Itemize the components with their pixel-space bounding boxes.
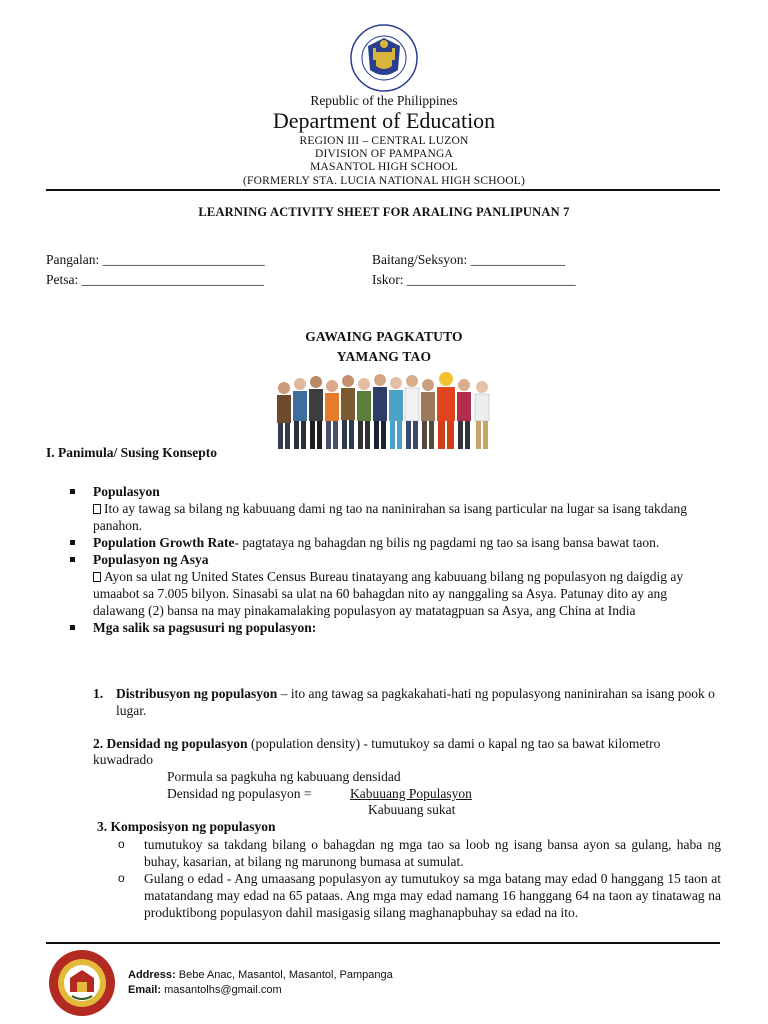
grade-section-field[interactable]: Baitang/Seksyon: ______________ <box>372 252 566 267</box>
missing-glyph-icon <box>93 572 101 582</box>
sheet-title: LEARNING ACTIVITY SHEET FOR ARALING PANLIPUNAN 7 <box>198 205 570 219</box>
header-division: DIVISION OF PAMPANGA <box>315 148 453 160</box>
bullet-salik <box>70 619 720 636</box>
footer-address <box>128 968 393 983</box>
bullet-head: Population Growth Rate <box>93 535 235 550</box>
people-workforce-image <box>272 366 496 452</box>
formula-denominator: Kabuuang sukat <box>368 802 456 817</box>
formula-numerator: Kabuuang Populasyon <box>350 786 472 801</box>
item-distribusyon <box>93 685 720 719</box>
sub-item <box>118 870 721 921</box>
address-value: Bebe Anac, Masantol, Masantol, Pampanga <box>175 969 393 981</box>
bullet-head: Mga salik sa pagsusuri ng populasyon: <box>93 620 317 635</box>
footer-contact <box>128 968 393 998</box>
header-school: MASANTOL HIGH SCHOOL <box>310 161 458 173</box>
section-heading: I. Panimula/ Susing Konsepto <box>46 445 218 460</box>
activity-title: GAWAING PAGKATUTO <box>305 329 463 344</box>
bullet-asya <box>70 551 720 619</box>
school-seal-logo <box>44 948 120 1018</box>
deped-seal-logo <box>348 24 420 92</box>
header-republic: Republic of the Philippines <box>310 93 458 108</box>
formula-lhs: Densidad ng populasyon = <box>167 786 312 801</box>
item-densidad <box>93 736 720 768</box>
formula-label: Pormula sa pagkuha ng kabuuang densidad <box>167 769 401 784</box>
item-komposisyon-head: 3. Komposisyon ng populasyon <box>97 819 276 834</box>
bullet-square-icon <box>70 489 75 494</box>
item-body: – ito ang tawag sa pagkakahati-hati ng populasyong naninirahan sa isang pook o lugar. <box>116 686 715 718</box>
bullet-growth-rate <box>70 534 720 551</box>
bullet-body: - pagtataya ng bahagdan ng bilis ng pagdami ng tao sa isang bansa bawat taon. <box>234 535 660 550</box>
sub-item <box>118 836 721 870</box>
header-divider <box>46 189 720 191</box>
date-field[interactable]: Petsa: ___________________________ <box>46 272 264 287</box>
concept-bullet-list <box>70 483 720 636</box>
email-label: Email: <box>128 984 162 996</box>
circle-bullet-icon: o <box>118 871 125 885</box>
header-region: REGION III – CENTRAL LUZON <box>299 135 469 147</box>
circle-bullet-icon: o <box>118 837 125 851</box>
item-body: (population density) - tumutukoy sa dami o kapal ng tao sa bawat kilometro kuwadrado <box>93 736 661 767</box>
item-head: Distribusyon ng populasyon <box>116 686 278 701</box>
missing-glyph-icon <box>93 504 101 514</box>
footer-divider <box>46 942 720 944</box>
activity-subtitle: YAMANG TAO <box>336 349 432 364</box>
footer-email <box>128 983 393 998</box>
bullet-square-icon <box>70 540 75 545</box>
bullet-text <box>93 500 720 534</box>
email-value[interactable]: masantolhs@gmail.com <box>161 984 282 996</box>
sub-item-text: Gulang o edad - Ang umaasang populasyon ay tumutukoy sa mga batang may edad 0 hanggang 15 taon at matatandang may edad na 65 pataas. Ang mga may edad namang 16 hanggang 64 na taon ay tinatawag na produktibong populasyon dahil masigasig silang maghanapbuhay sa edad na ito. <box>144 871 721 920</box>
header-formerly: (FORMERLY STA. LUCIA NATIONAL HIGH SCHOOL) <box>242 175 526 187</box>
item-head: 2. Densidad ng populasyon <box>93 736 248 751</box>
bullet-head: Populasyon <box>93 484 160 499</box>
bullet-body: Ayon sa ulat ng United States Census Bureau tinatayang ang kabuuang bilang ng populasyon ng daigdig ay umaabot sa 7.005 bilyon. Sinasabi sa ulat na 60 bahagdan nito ay nanggaling sa Asya. Patunay dito ay ang dalawang (2) bansa na may pinakamalaking populasyon ay matatagpuan sa Asya, ang China at India <box>93 569 684 618</box>
bullet-text <box>93 568 720 619</box>
score-field[interactable]: Iskor: _________________________ <box>372 272 576 287</box>
sub-item-text: tumutukoy sa takdang bilang o bahagdan ng mga tao sa loob ng isang bansa ayon sa gulang, haba ng buhay, kasarian, at bilang ng marunong bumasa at sumulat. <box>144 837 721 869</box>
item-number: 1. <box>93 686 104 701</box>
bullet-square-icon <box>70 557 75 562</box>
header-department: Department of Education <box>272 108 496 133</box>
bullet-body: Ito ay tawag sa bilang ng kabuuang dami ng tao na naninirahan sa isang particular na lugar sa isang takdang panahon. <box>93 501 687 533</box>
bullet-head: Populasyon ng Asya <box>93 552 209 567</box>
bullet-populasyon <box>70 483 720 534</box>
bullet-square-icon <box>70 625 75 630</box>
komposisyon-sub-list <box>118 836 721 921</box>
name-field[interactable]: Pangalan: ________________________ <box>46 252 265 267</box>
address-label: Address: <box>128 969 176 981</box>
